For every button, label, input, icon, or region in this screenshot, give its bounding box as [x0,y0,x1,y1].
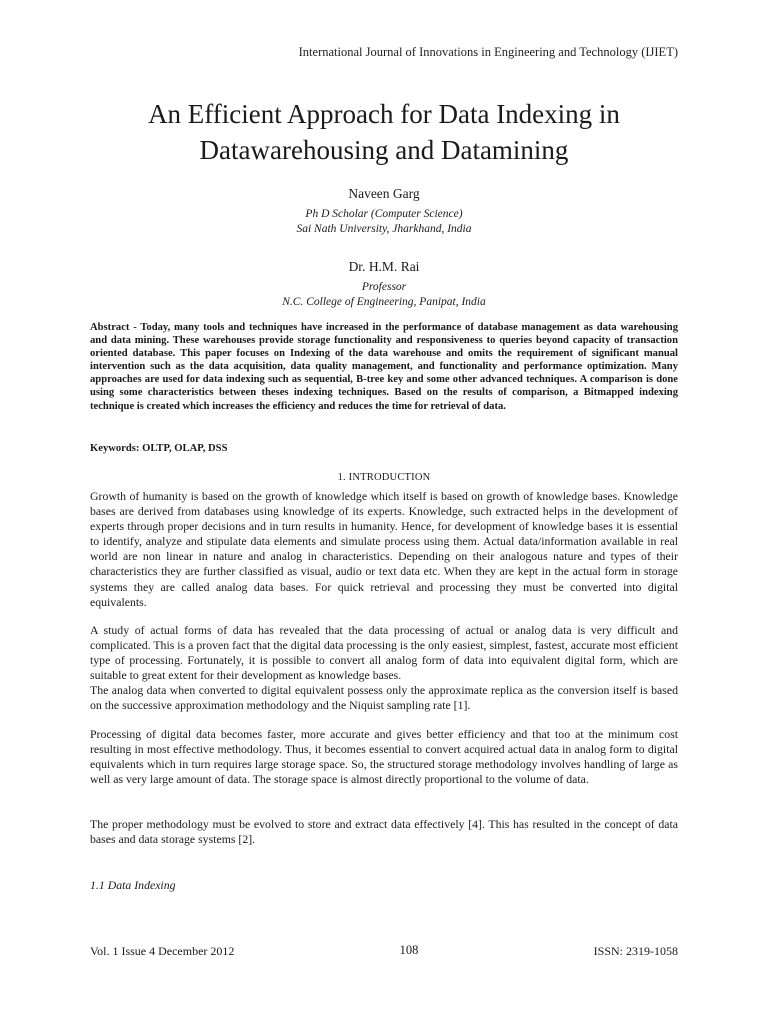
body-paragraph: The proper methodology must be evolved to store and extract data effectively [4]. This has resulted in the concept of data bases and data storage systems [2]. [90,817,678,847]
author-block-1 [60,185,708,237]
abstract: Abstract - Today, many tools and techniques have increased in the performance of database management as data warehousing and data mining. These warehouses provide storage functionality and responsiveness to queries beyond capacity of transaction oriented database. This paper focuses on Indexing of the data warehouse and omits the requirement of significant manual intervention such as the data acquisition, data quality management, and functionality and performance optimization. Many approaches are used for data indexing such as sequential, B-tree key and some other advanced techniques. A comparison is done using some characteristics between theses indexing techniques. Based on the results of comparison, a Bitmapped indexing technique is created which increases the efficiency and reduces the time for retrieval of data. [90,322,678,412]
paper-title [60,96,708,168]
author-name: Dr. H.M. Rai [348,259,420,274]
footer-page-number: 108 [399,943,419,957]
footer-issn: ISSN: 2319-1058 [593,944,678,958]
body-paragraph: A study of actual forms of data has revealed that the data processing of actual or analog data is very difficult and complicated. This is a proven fact that the digital data processing is the only easiest, simplest, fastest, accurate most efficient type of processing. Fortunately, it is possible to convert all analog form of data into equivalent digital form, which are suitable to great extent for their development as knowledge bases. [90,623,678,683]
footer-volume: Vol. 1 Issue 4 December 2012 [90,944,235,958]
section-number: 1. I [337,472,353,483]
body-paragraph: Growth of humanity is based on the growth of knowledge which itself is based on growth of knowledge bases. Knowledge bases are derived from databases using knowledge of its experts. Knowledge, such extracted helps in the development of experts through proper decisions and in turn results in humanity. Hence, for development of knowledge bases it is essential to identify, analyze and stipulate data elements and simulate process using them. Actual data/information available in real world are non linear in nature and analog in characteristics. Depending on their analogous nature and types of their characteristics they are further classified as visual, audio or text data etc. When they are kept in the actual form in storage systems they are called analog data bases. For quick retrieval and processing they must be converted into digital equivalents. [90,489,678,609]
author-affiliation: N.C. College of Engineering, Panipat, India [282,296,486,308]
section-title: NTRODUCTION [352,472,431,483]
keywords: Keywords: OLTP, OLAP, DSS [90,443,228,454]
author-affiliation: Sai Nath University, Jharkhand, India [296,223,472,235]
journal-header: International Journal of Innovations in Engineering and Technology (IJIET) [298,45,678,59]
body-paragraph: Processing of digital data becomes faster, more accurate and gives better efficiency and that too at the minimum cost resulting in most effective methodology. Thus, it becomes essential to convert acquired actual data in analog form to digital equivalents which in turn requires large storage space. So, the structured storage methodology involves handling of large as well as very large amount of data. The storage space is almost directly proportional to the volume of data. [90,727,678,787]
author-role: Professor [361,281,407,293]
paper-title-line-1: An Efficient Approach for Data Indexing in [148,99,620,129]
author-block-2 [60,258,708,310]
body-paragraph: The analog data when converted to digital equivalent possess only the approximate replica as the conversion itself is based on the successive approximation methodology and the Niquist sampling rate [1]. [90,683,678,713]
subsection-heading: 1.1 Data Indexing [90,878,176,892]
author-name: Naveen Garg [348,186,420,201]
section-heading-introduction [60,472,708,483]
author-role: Ph D Scholar (Computer Science) [305,208,463,220]
paper-title-line-2: Datawarehousing and Datamining [199,135,569,165]
